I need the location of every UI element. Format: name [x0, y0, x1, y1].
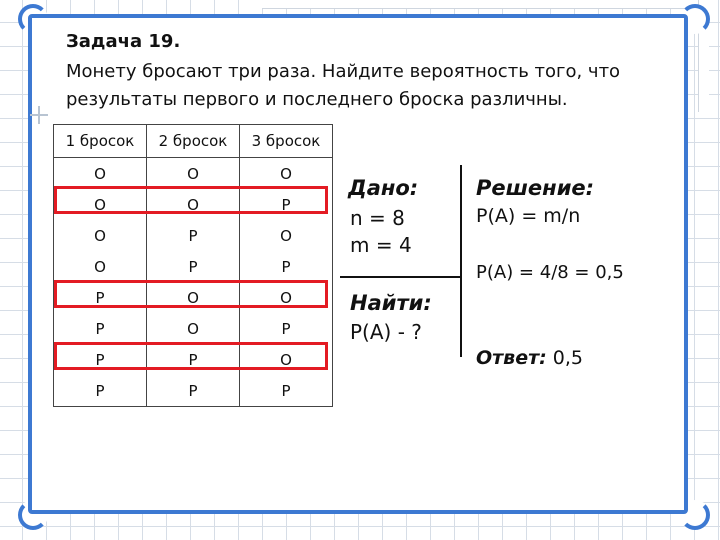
column-header: 2 бросок	[147, 125, 240, 158]
crosshair-mark-icon	[30, 106, 48, 124]
divider-vertical	[460, 165, 462, 357]
table-cell: Р	[147, 251, 240, 282]
table-cell: О	[54, 158, 147, 190]
table-cell: Р	[240, 313, 333, 344]
answer-label: Ответ:	[476, 347, 547, 369]
table-cell: Р	[147, 220, 240, 251]
row-highlight	[54, 280, 328, 308]
table-cell: Р	[54, 313, 147, 344]
table-cell: Р	[54, 375, 147, 407]
table-cell: О	[54, 189, 147, 220]
table-cell: Р	[240, 189, 333, 220]
column-header: 1 бросок	[54, 125, 147, 158]
table-cell: О	[54, 220, 147, 251]
task-statement: Монету бросают три раза. Найдите вероятность того, что результаты первого и последнего броска различны.	[66, 61, 621, 110]
table-cell: О	[240, 344, 333, 375]
table-row	[54, 158, 333, 190]
table-row	[54, 313, 333, 344]
table-cell: Р	[147, 344, 240, 375]
answer-line	[476, 347, 583, 369]
table-cell: Р	[240, 251, 333, 282]
table-cell: Р	[240, 375, 333, 407]
find-label: Найти:	[350, 291, 432, 315]
row-highlight	[54, 186, 328, 214]
given-n: n = 8	[350, 206, 405, 230]
column-header: 3 бросок	[240, 125, 333, 158]
table-row	[54, 220, 333, 251]
table-cell: О	[240, 220, 333, 251]
top-decor-band	[262, 0, 702, 9]
solution-formula: Р(А) = m/n	[476, 205, 581, 227]
solution-result: Р(А) = 4/8 = 0,5	[476, 262, 624, 283]
table-cell: О	[240, 282, 333, 313]
table-cell: О	[147, 158, 240, 190]
row-highlight	[54, 342, 328, 370]
table-cell: Р	[54, 344, 147, 375]
table-cell: Р	[147, 375, 240, 407]
table-cell: О	[147, 282, 240, 313]
table-cell: О	[147, 313, 240, 344]
answer-value: 0,5	[546, 347, 583, 369]
given-m: m = 4	[350, 233, 412, 257]
table-cell: Р	[54, 282, 147, 313]
divider-horizontal	[340, 276, 460, 278]
table-cell: О	[147, 189, 240, 220]
solution-label: Решение:	[476, 176, 595, 200]
table-cell: О	[240, 158, 333, 190]
find-value: Р(А) - ?	[350, 320, 422, 344]
task-title: Задача 19.	[66, 31, 181, 52]
given-label: Дано:	[348, 176, 419, 200]
table-header-row	[54, 125, 333, 158]
table-row	[54, 375, 333, 407]
table-cell: О	[54, 251, 147, 282]
table-row	[54, 251, 333, 282]
